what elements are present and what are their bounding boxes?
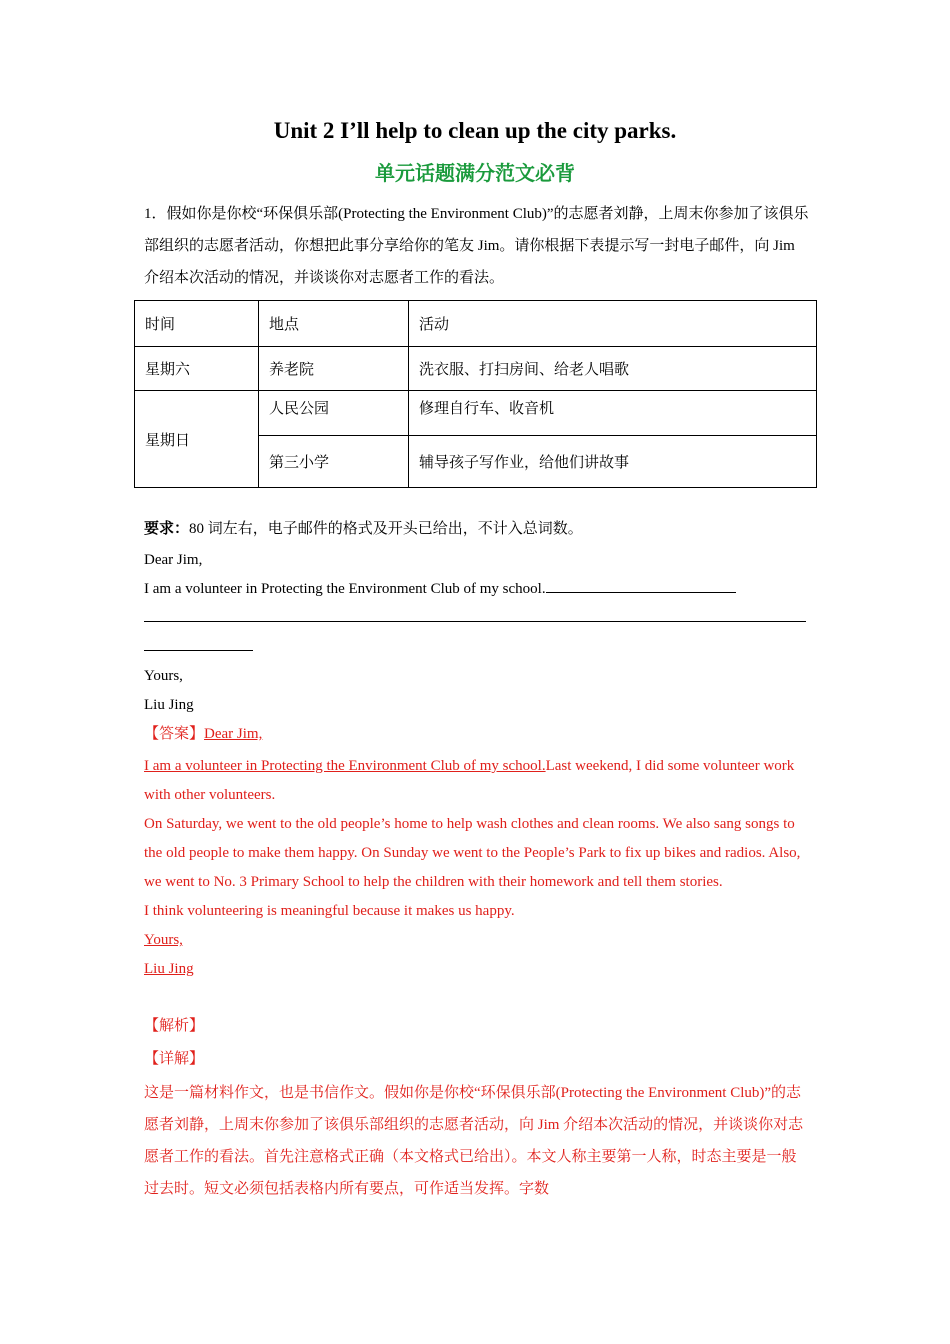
analysis-label: 【解析】 [144, 1018, 205, 1034]
table-header-cell: 活动 [409, 301, 817, 347]
writing-line [144, 604, 806, 632]
requirement-label: 要求： [144, 521, 190, 537]
answer-greeting: Dear Jim, [204, 726, 263, 742]
page-title: Unit 2 I’ll help to clean up the city parks. [273, 118, 677, 143]
table-cell: 星期六 [135, 347, 259, 391]
detail-text: 这是一篇材料作文，也是书信作文。假如你是你校“环保俱乐部(Protecting the Environment Club)”的志愿者刘静，上周末你参加了该俱乐部组织的志愿者活动，向 Jim 介绍本次活动的情况，并谈谈你对志愿者工作的看法。首先注意格式正确（本文格式已给出）。本文人称主要第一人称，时态主要是一般过去时。短文必须包括表格内所有要点，可作适当发挥。字数 [144, 1085, 804, 1197]
page-subtitle: 单元话题满分范文必背 [375, 161, 575, 185]
question-prompt [144, 198, 810, 294]
detail-label: 【详解】 [144, 1051, 205, 1067]
requirement [144, 515, 583, 543]
table-cell: 星期日 [135, 391, 259, 488]
table-row [135, 391, 817, 436]
letter-greeting: Dear Jim, [144, 552, 203, 568]
answer-section [144, 720, 810, 984]
table-cell: 养老院 [259, 347, 409, 391]
answer-opening: I am a volunteer in Protecting the Environment Club of my school. [144, 758, 546, 774]
answer-closing: Yours, [144, 932, 183, 948]
letter-opening [144, 575, 736, 603]
answer-signature: Liu Jing [144, 961, 194, 977]
question-text: 假如你是你校“环保俱乐部(Protecting the Environment Club)”的志愿者刘静，上周末你参加了该俱乐部组织的志愿者活动，你想把此事分享给你的笔友 Jim。请你根据下表提示写一封电子邮件，向 Jim 介绍本次活动的情况，并谈谈你对志愿者工作的看法。 [144, 206, 809, 286]
writing-blank[interactable] [144, 605, 806, 622]
letter-signature: Liu Jing [144, 697, 194, 713]
activity-table [134, 300, 817, 488]
table-cell: 修理自行车、收音机 [409, 391, 817, 436]
writing-blank[interactable] [144, 634, 253, 651]
table-header-cell: 地点 [259, 301, 409, 347]
table-header-cell: 时间 [135, 301, 259, 347]
answer-label: 【答案】 [144, 726, 205, 742]
requirement-text: 80 词左右，电子邮件的格式及开头已给出，不计入总词数。 [189, 521, 583, 537]
table-cell: 洗衣服、打扫房间、给老人唱歌 [409, 347, 817, 391]
answer-paragraph: Last weekend, I did some volunteer work with other volunteers. [144, 758, 795, 803]
writing-line [144, 633, 253, 661]
letter-closing: Yours, [144, 668, 183, 684]
answer-paragraph: I think volunteering is meaningful because it makes us happy. [144, 903, 515, 919]
table-header-row [135, 301, 817, 347]
question-number: 1． [144, 206, 167, 222]
writing-blank[interactable] [546, 576, 736, 593]
table-row [135, 347, 817, 391]
letter-opening-text: I am a volunteer in Protecting the Environment Club of my school. [144, 581, 546, 597]
table-cell: 人民公园 [259, 391, 409, 436]
table-cell: 辅导孩子写作业，给他们讲故事 [409, 436, 817, 488]
table-cell: 第三小学 [259, 436, 409, 488]
answer-paragraph: On Saturday, we went to the old people’s home to help wash clothes and clean rooms. We also sang songs to the old people to make them happy. On Sunday we went to the People’s Park to fix up bikes and radios. Also, we went to No. 3 Primary School to help the children with their homework and tell them stories. [144, 816, 801, 890]
